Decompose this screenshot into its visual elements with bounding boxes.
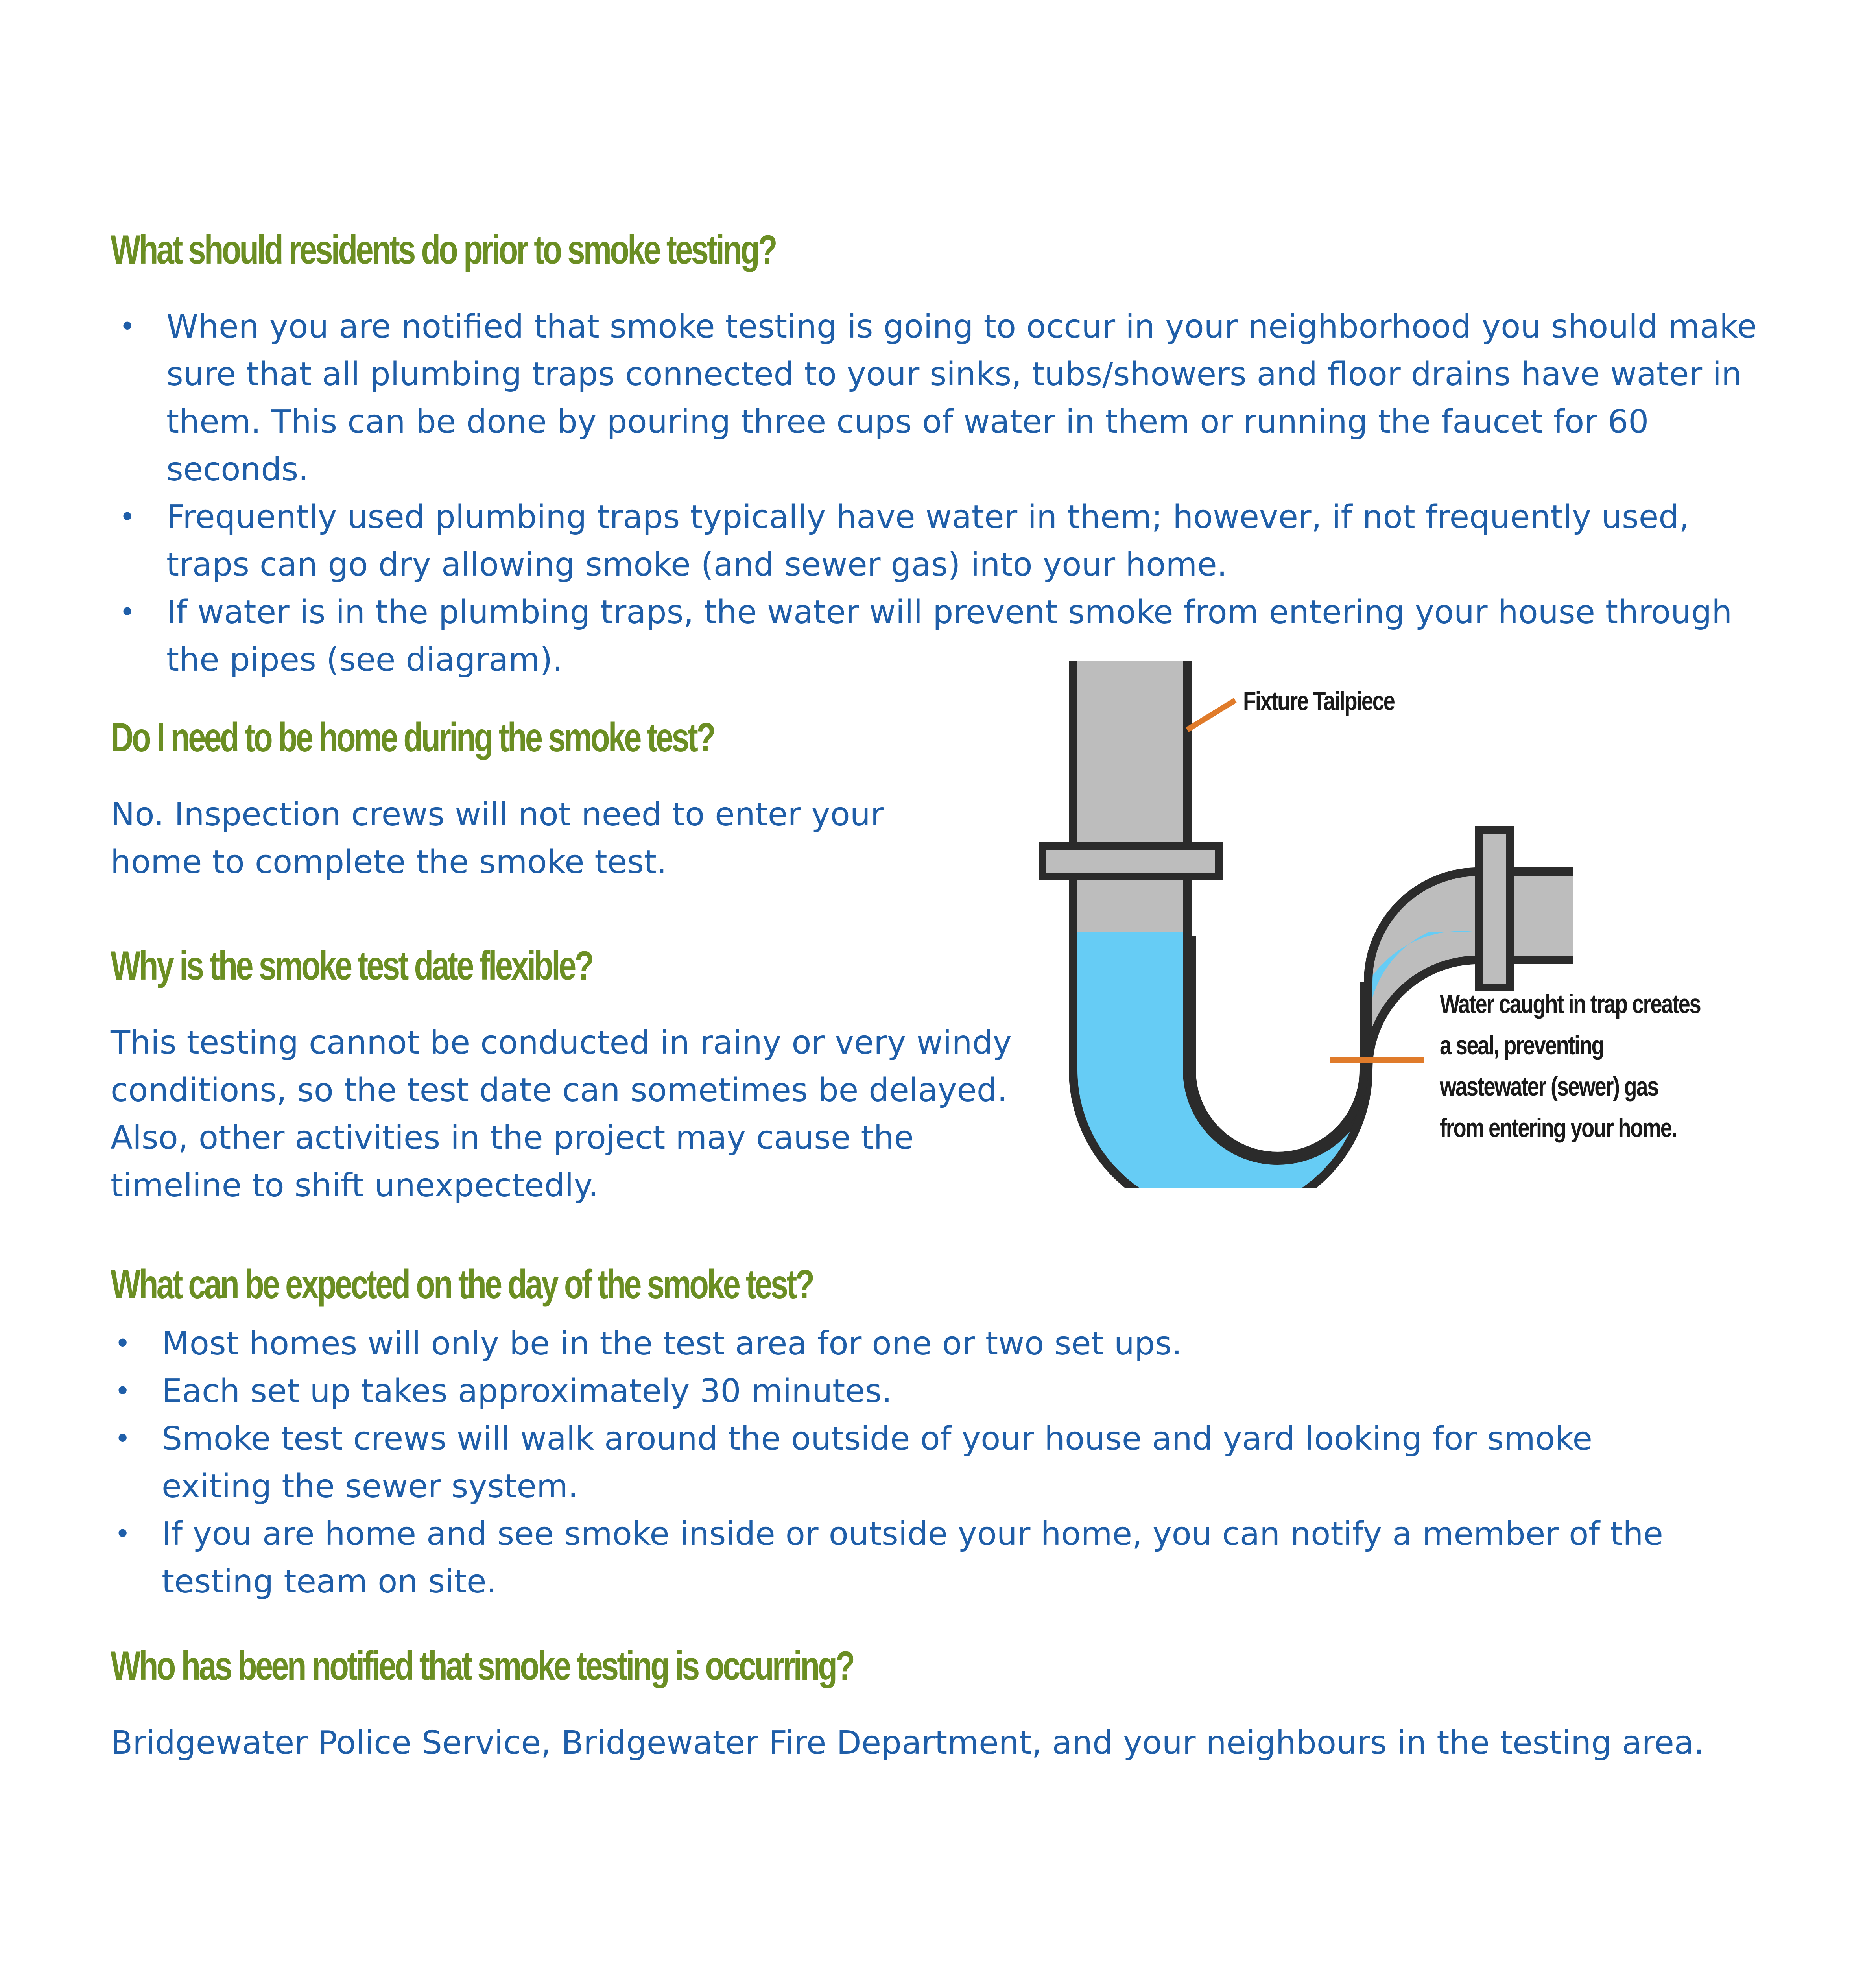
plumbing-trap-diagram <box>1031 661 1778 1188</box>
bullet-icon: • <box>114 1327 131 1360</box>
list-item: • Smoke test crews will walk around the outside of your house and yard looking for smoke exiting the sewer system. <box>162 1415 1696 1510</box>
heading-day-of-test: What can be expected on the day of the smoke test? <box>111 1262 813 1307</box>
list-item: • Frequently used plumbing traps typically have water in them; however, if not frequently used, traps can go dry allowing smoke (and sewer gas) into your home. <box>166 493 1779 589</box>
need-to-be-home-text: No. Inspection crews will not need to enter your home to complete the smoke test. <box>111 796 884 881</box>
label-water-seal: Water caught in trap creates a seal, preventing wastewater (sewer) gas from entering your home. <box>1440 989 1701 1143</box>
list-item: • When you are notified that smoke testing is going to occur in your neighborhood you should make sure that all plumbing traps connected to your sinks, tubs/showers and floor drains have water in them. This can be done by pouring three cups of water in them or running the faucet for 60 seconds. <box>166 303 1779 493</box>
prior-bullet-list <box>119 303 1779 684</box>
bullet-icon: • <box>114 1375 131 1407</box>
list-item: • If you are home and see smoke inside or outside your home, you can notify a member of the testing team on site. <box>162 1510 1696 1605</box>
list-item: • Each set up takes approximately 30 minutes. <box>162 1367 1696 1415</box>
heading-date-flexible: Why is the smoke test date flexible? <box>111 943 592 989</box>
bullet-icon: • <box>119 501 136 533</box>
heading-need-to-be-home: Do I need to be home during the smoke test? <box>111 715 714 760</box>
label-fixture-tailpiece: Fixture Tailpiece <box>1243 686 1395 716</box>
bullet-icon: • <box>119 596 136 628</box>
heading-who-notified: Who has been notified that smoke testing is occurring? <box>111 1643 854 1689</box>
bullet-icon: • <box>119 310 136 343</box>
list-item: • Most homes will only be in the test area for one or two set ups. <box>162 1320 1696 1367</box>
list-item: • If water is in the plumbing traps, the water will prevent smoke from entering your house through the pipes (see diagram). <box>166 589 1779 684</box>
day-of-test-bullet-list <box>114 1320 1696 1605</box>
date-flexible-text: This testing cannot be conducted in rainy or very windy conditions, so the test date can sometimes be delayed. Also, other activities in the project may cause the timeline to shift unexpectedly. <box>111 1024 1012 1204</box>
bullet-icon: • <box>114 1518 131 1550</box>
who-notified-text: Bridgewater Police Service, Bridgewater Fire Department, and your neighbours in the testing area. <box>111 1724 1704 1762</box>
heading-prior-to-testing: What should residents do prior to smoke testing? <box>111 227 776 273</box>
bullet-icon: • <box>114 1423 131 1455</box>
